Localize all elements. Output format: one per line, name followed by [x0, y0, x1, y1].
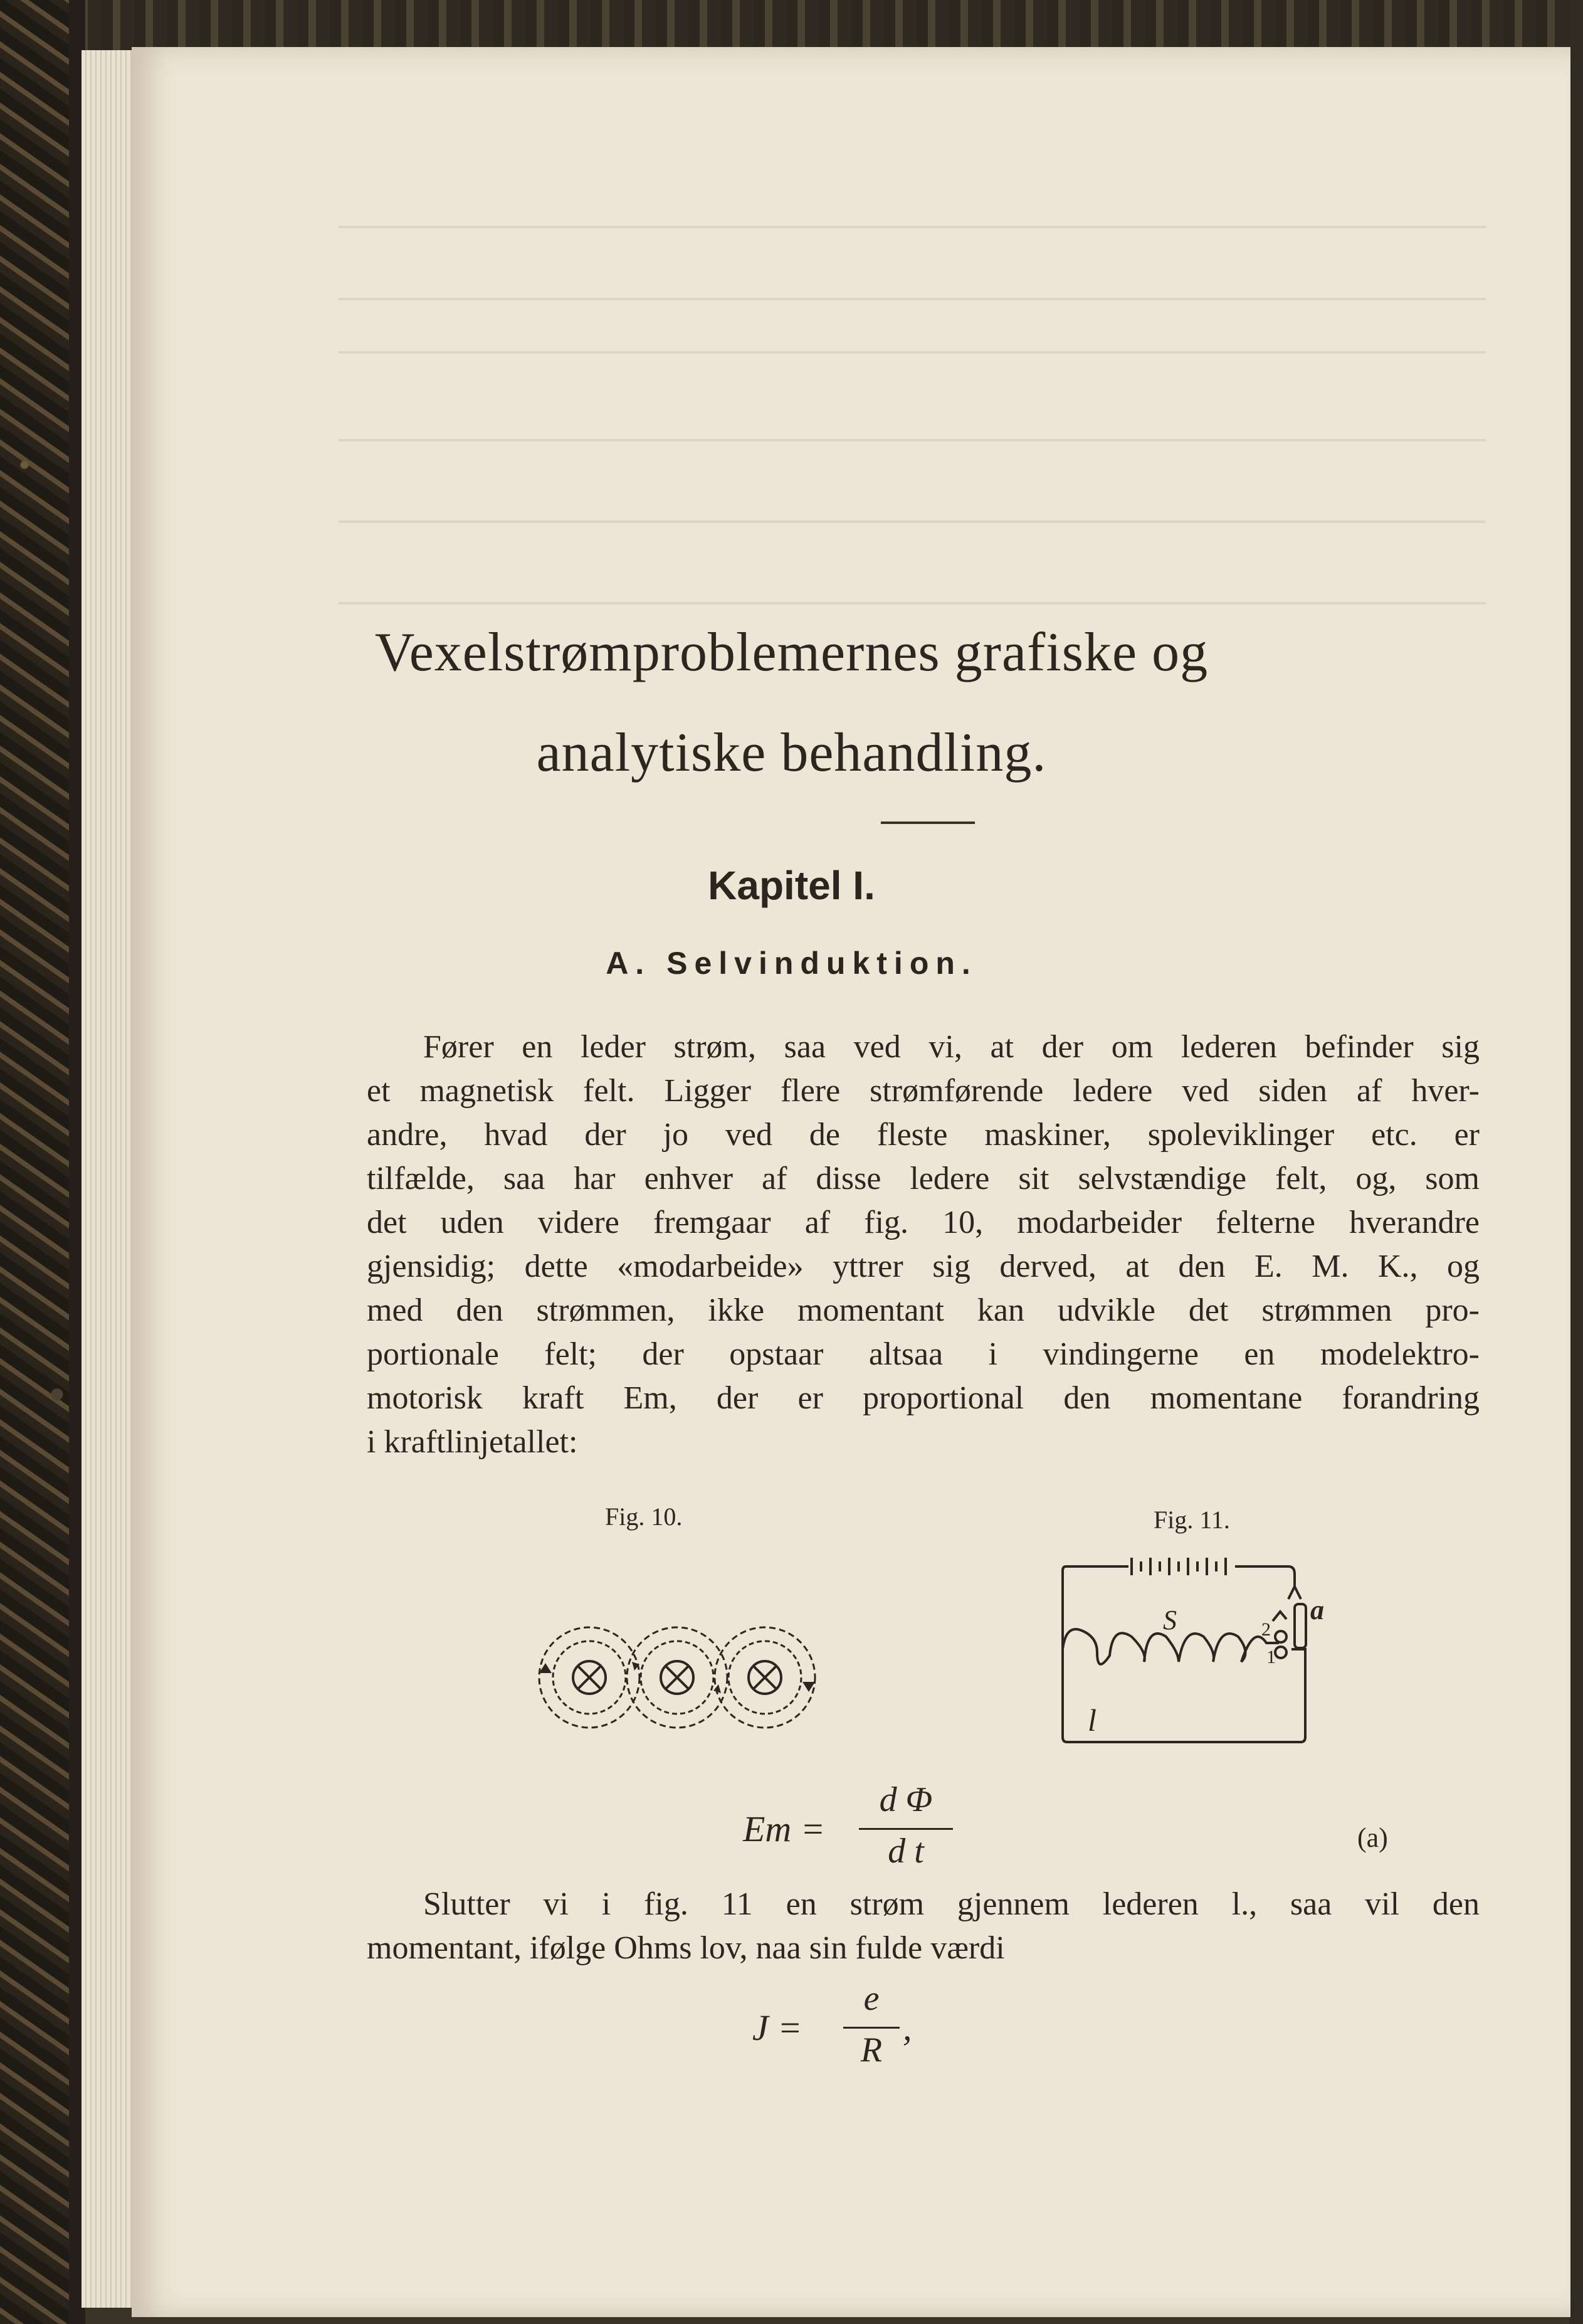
- eq-a-number: (a): [1357, 1822, 1388, 1853]
- switch-label-a: a: [1310, 1595, 1324, 1625]
- eq-b-denominator: R: [860, 2031, 883, 2069]
- eq-b-numerator: e: [863, 1979, 880, 2018]
- title-line-1: Vexelstrømproblemernes grafiske og: [374, 622, 1209, 683]
- contact-label-1: 1: [1266, 1647, 1276, 1667]
- fig10-label: Fig. 10.: [605, 1503, 683, 1531]
- paragraph-line: i kraftlinjetallet:: [367, 1424, 578, 1460]
- wire-label-l: l: [1088, 1703, 1097, 1738]
- switch-contact-1: [1275, 1647, 1286, 1658]
- switch-contact-2: [1275, 1631, 1286, 1642]
- show-through-line: [339, 351, 1486, 354]
- book-binding-right: [1569, 0, 1583, 2324]
- paragraph-line: det uden videre fremgaar af fig. 10, modarbeider felterne hverandre: [367, 1205, 1480, 1240]
- contact-label-2: 2: [1261, 1619, 1271, 1640]
- fig10-diagram: [520, 1618, 834, 1737]
- paragraph-line: Fører en leder strøm, saa ved vi, at der om lederen befinder sig: [423, 1029, 1480, 1065]
- fig11-diagram: [1053, 1549, 1342, 1756]
- eq-b-trail: ,: [903, 2007, 912, 2048]
- paragraph-line: portionale felt; der opstaar altsaa i vindingerne en modelektro-: [367, 1336, 1480, 1372]
- paragraph-line: med den strømmen, ikke momentant kan udvikle det strømmen pro-: [367, 1292, 1480, 1328]
- eq-a-fraction-bar: [859, 1828, 953, 1830]
- title-line-2: analytiske behandling.: [536, 722, 1047, 783]
- show-through-line: [339, 520, 1486, 523]
- eq-b-fraction-bar: [843, 2027, 900, 2029]
- switch-lever: [1295, 1604, 1306, 1648]
- coil-label: S: [1163, 1605, 1177, 1635]
- show-through-line: [339, 439, 1486, 441]
- eq-a-lhs: Em =: [743, 1809, 825, 1849]
- show-through-line: [339, 298, 1486, 300]
- paragraph-line: et magnetisk felt. Ligger flere strømførende ledere ved siden af hver-: [367, 1073, 1480, 1109]
- show-through-line: [339, 226, 1486, 228]
- chapter-heading: Kapitel I.: [708, 863, 875, 908]
- title-rule: [881, 821, 975, 824]
- show-through-line: [339, 602, 1486, 605]
- paragraph-line: andre, hvad der jo ved de fleste maskiner, spoleviklinger etc. er: [367, 1117, 1480, 1153]
- paragraph-line: motorisk kraft Em, der er proportional den momentane forandring: [367, 1380, 1480, 1416]
- paragraph-line: gjensidig; dette «modarbeide» yttrer sig derved, at den E. M. K., og: [367, 1249, 1480, 1284]
- section-heading: A. Selvinduktion.: [606, 946, 977, 981]
- fig11-label: Fig. 11.: [1154, 1506, 1230, 1534]
- paragraph-line: tilfælde, saa har enhver af disse ledere sit selvstændige felt, og, som: [367, 1161, 1480, 1196]
- eq-a-denominator: d t: [888, 1832, 924, 1871]
- paragraph-line: Slutter vi i fig. 11 en strøm gjennem lederen l., saa vil den: [423, 1886, 1480, 1922]
- battery-icon: [1132, 1558, 1226, 1575]
- paragraph-line: momentant, ifølge Ohms lov, naa sin fulde værdi: [367, 1930, 1005, 1966]
- eq-b-lhs: J =: [752, 2007, 802, 2048]
- eq-a-numerator: d Φ: [879, 1780, 933, 1819]
